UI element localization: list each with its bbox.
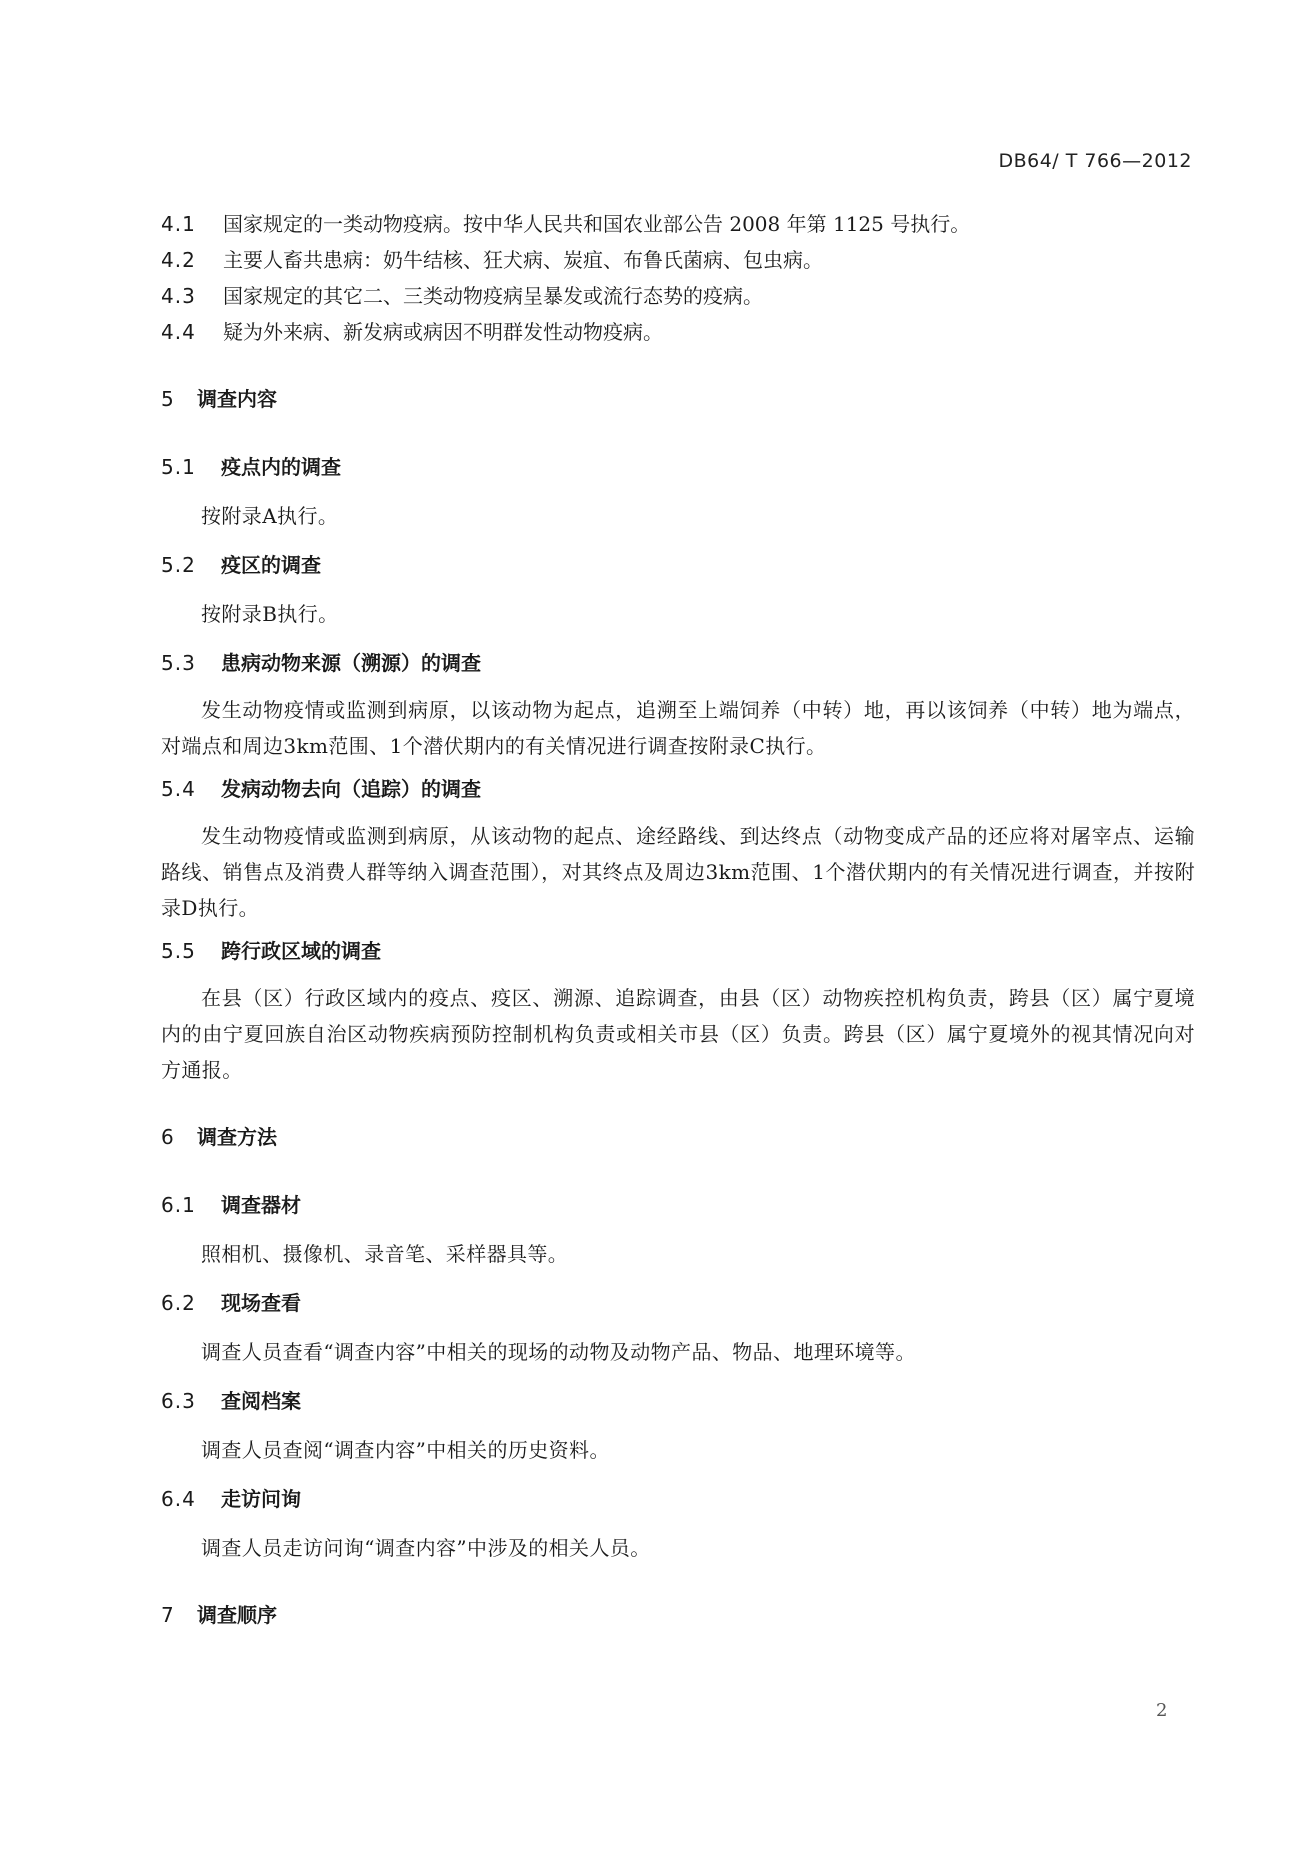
subsection-6-3-heading bbox=[161, 1386, 1195, 1416]
subsection-title: 患病动物来源（溯源）的调查 bbox=[221, 651, 481, 675]
subsection-title: 查阅档案 bbox=[221, 1389, 301, 1413]
clause-text: 国家规定的一类动物疫病。按中华人民共和国农业部公告 2008 年第 1125 号执行。 bbox=[223, 212, 971, 236]
section-number: 7 bbox=[161, 1603, 175, 1627]
subsection-title: 现场查看 bbox=[221, 1291, 301, 1315]
clause-4-1 bbox=[161, 206, 1195, 242]
clause-4-3 bbox=[161, 278, 1195, 314]
subsection-number: 5.5 bbox=[161, 939, 196, 963]
clause-number: 4.2 bbox=[161, 248, 196, 272]
clause-number: 4.4 bbox=[161, 320, 196, 344]
clause-number: 4.3 bbox=[161, 284, 196, 308]
section-title: 调查内容 bbox=[197, 387, 277, 411]
subsection-number: 6.2 bbox=[161, 1291, 196, 1315]
section-number: 5 bbox=[161, 387, 175, 411]
subsection-5-4-heading bbox=[161, 774, 1195, 804]
subsection-number: 6.1 bbox=[161, 1193, 196, 1217]
clause-4-4 bbox=[161, 314, 1195, 350]
subsection-number: 5.2 bbox=[161, 553, 196, 577]
subsection-title: 疫点内的调查 bbox=[221, 455, 341, 479]
subsection-number: 6.4 bbox=[161, 1487, 196, 1511]
clause-4-2 bbox=[161, 242, 1195, 278]
page-number: 2 bbox=[1156, 1700, 1168, 1721]
section-5-heading bbox=[161, 384, 1195, 414]
subsection-title: 跨行政区域的调查 bbox=[221, 939, 381, 963]
subsection-5-3-text: 发生动物疫情或监测到病原，以该动物为起点，追溯至上端饲养（中转）地，再以该饲养（中转）地为端点，对端点和周边3km范围、1个潜伏期内的有关情况进行调查按附录C执行。 bbox=[161, 698, 1195, 758]
subsection-5-4-text: 发生动物疫情或监测到病原，从该动物的起点、途经路线、到达终点（动物变成产品的还应将对屠宰点、运输路线、销售点及消费人群等纳入调查范围），对其终点及周边3km范围、1个潜伏期内的有关情况进行调查，并按附录D执行。 bbox=[161, 824, 1195, 920]
subsection-title: 走访问询 bbox=[221, 1487, 301, 1511]
page-content bbox=[161, 204, 1195, 1630]
section-number: 6 bbox=[161, 1125, 175, 1149]
subsection-title: 调查器材 bbox=[221, 1193, 301, 1217]
standard-code: DB64/ T 766—2012 bbox=[998, 150, 1192, 172]
subsection-number: 5.1 bbox=[161, 455, 196, 479]
section-title: 调查顺序 bbox=[197, 1603, 277, 1627]
subsection-5-2-heading bbox=[161, 550, 1195, 580]
section-title: 调查方法 bbox=[197, 1125, 277, 1149]
subsection-5-2-text: 按附录B执行。 bbox=[201, 602, 339, 626]
clause-text: 主要人畜共患病：奶牛结核、狂犬病、炭疽、布鲁氏菌病、包虫病。 bbox=[223, 248, 823, 272]
subsection-title: 发病动物去向（追踪）的调查 bbox=[221, 777, 481, 801]
subsection-5-3-heading bbox=[161, 648, 1195, 678]
subsection-number: 6.3 bbox=[161, 1389, 196, 1413]
subsection-6-2-heading bbox=[161, 1288, 1195, 1318]
subsection-6-4-heading bbox=[161, 1484, 1195, 1514]
subsection-title: 疫区的调查 bbox=[221, 553, 321, 577]
clause-text: 疑为外来病、新发病或病因不明群发性动物疫病。 bbox=[223, 320, 663, 344]
subsection-6-2-text: 调查人员查看“调查内容”中相关的现场的动物及动物产品、物品、地理环境等。 bbox=[201, 1340, 916, 1364]
subsection-number: 5.3 bbox=[161, 651, 196, 675]
subsection-5-5-heading bbox=[161, 936, 1195, 966]
subsection-5-1-heading bbox=[161, 452, 1195, 482]
subsection-6-1-heading bbox=[161, 1190, 1195, 1220]
subsection-6-3-text: 调查人员查阅“调查内容”中相关的历史资料。 bbox=[201, 1438, 610, 1462]
section-7-heading bbox=[161, 1600, 1195, 1630]
subsection-6-1-text: 照相机、摄像机、录音笔、采样器具等。 bbox=[201, 1242, 569, 1266]
subsection-5-5-text: 在县（区）行政区域内的疫点、疫区、溯源、追踪调查，由县（区）动物疾控机构负责，跨县（区）属宁夏境内的由宁夏回族自治区动物疾病预防控制机构负责或相关市县（区）负责。跨县（区）属宁夏境外的视其情况向对方通报。 bbox=[161, 986, 1195, 1082]
subsection-number: 5.4 bbox=[161, 777, 196, 801]
clause-number: 4.1 bbox=[161, 212, 196, 236]
section-6-heading bbox=[161, 1122, 1195, 1152]
clause-text: 国家规定的其它二、三类动物疫病呈暴发或流行态势的疫病。 bbox=[223, 284, 763, 308]
subsection-6-4-text: 调查人员走访问询“调查内容”中涉及的相关人员。 bbox=[201, 1536, 651, 1560]
subsection-5-1-text: 按附录A执行。 bbox=[201, 504, 339, 528]
